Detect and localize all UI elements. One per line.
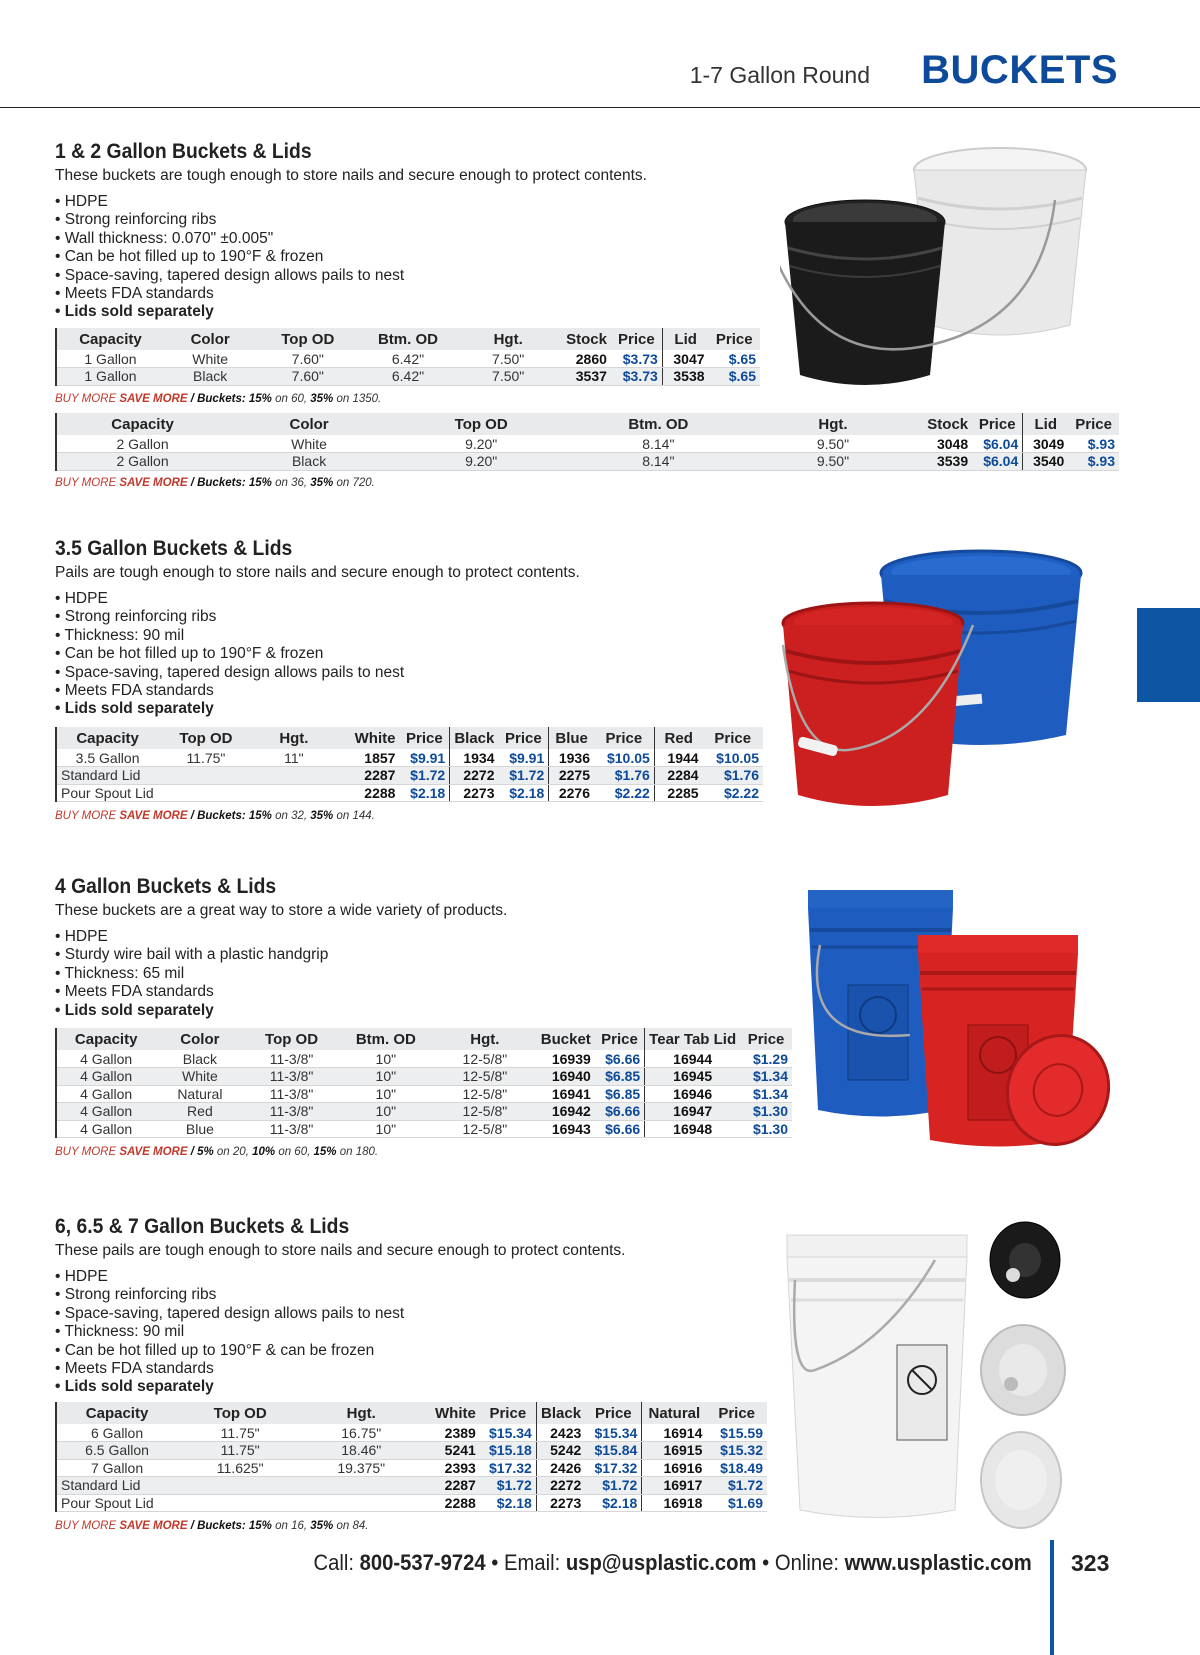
feature-item: • Can be hot filled up to 190°F & frozen [55, 248, 1155, 266]
section-title: 6, 6.5 & 7 Gallon Buckets & Lids [55, 1215, 350, 1238]
price-cell: $1.29 [740, 1050, 792, 1068]
price-cell: $3.73 [611, 350, 662, 368]
table-row [56, 1068, 792, 1086]
col-header: Price [595, 1028, 645, 1050]
cell: Natural [155, 1085, 244, 1103]
sku-cell: 2276 [549, 784, 594, 802]
sku-cell: 16948 [645, 1120, 740, 1138]
cell: 16.75" [303, 1424, 419, 1442]
price-cell: $.93 [1068, 435, 1119, 453]
col-header: Price [480, 1402, 537, 1424]
col-header: Price [611, 328, 662, 350]
sku-cell: 3047 [662, 350, 708, 368]
feature-item: • Lids sold separately [55, 1378, 1155, 1396]
cell: 6.42" [359, 368, 457, 386]
col-header: Capacity [56, 727, 158, 749]
col-header: Top OD [256, 328, 359, 350]
price-cell: $1.34 [740, 1068, 792, 1086]
price-cell: $2.18 [585, 1494, 642, 1512]
cell: 11-3/8" [244, 1103, 338, 1121]
bucket-photo-1-2-gallon [780, 140, 1100, 400]
sku-cell: 2860 [560, 350, 611, 368]
price-cell: $2.18 [399, 784, 449, 802]
cell [254, 784, 334, 802]
col-header: Hgt. [303, 1402, 419, 1424]
cell: 4 Gallon [56, 1103, 155, 1121]
price-cell: $15.59 [706, 1424, 767, 1442]
col-header: Natural [642, 1402, 707, 1424]
sku-cell: 16947 [645, 1103, 740, 1121]
feature-item: • Thickness: 90 mil [55, 627, 1155, 645]
feature-item: • Space-saving, tapered design allows pails to nest [55, 1305, 1155, 1323]
sku-cell: 16918 [642, 1494, 707, 1512]
cell: Black [155, 1050, 244, 1068]
cell: 12-5/8" [433, 1085, 537, 1103]
col-header: Top OD [244, 1028, 338, 1050]
section-description: Pails are tough enough to store nails and secure enough to protect contents. [55, 564, 580, 581]
feature-item: • Meets FDA standards [55, 1360, 1155, 1378]
col-header: Stock [922, 413, 973, 435]
sku-cell: 1936 [549, 749, 594, 767]
cell: 1 Gallon [56, 350, 164, 368]
section-description: These pails are tough enough to store nails and secure enough to protect contents. [55, 1242, 626, 1259]
feature-item: • Thickness: 65 mil [55, 965, 1155, 983]
feature-item: • Wall thickness: 0.070" ±0.005" [55, 230, 1155, 248]
bucket-photo-3-5-gallon [778, 545, 1088, 825]
sku-cell: 3540 [1023, 453, 1069, 471]
sku-cell: 2288 [419, 1494, 480, 1512]
col-header: Hgt. [744, 413, 921, 435]
table-row [56, 1050, 792, 1068]
sku-cell: 2423 [536, 1424, 585, 1442]
cell: 11.625" [177, 1459, 303, 1477]
table-header-row [56, 328, 760, 350]
buy-more-note: BUY MORE SAVE MORE / Buckets: 15% on 32, 35% on 144. [55, 810, 375, 822]
cell: 9.50" [744, 435, 921, 453]
price-cell: $17.32 [480, 1459, 537, 1477]
col-header: Btm. OD [572, 413, 744, 435]
col-header: Hgt. [254, 727, 334, 749]
price-cell: $6.85 [595, 1068, 645, 1086]
price-cell: $6.04 [972, 453, 1023, 471]
col-header: Top OD [158, 727, 254, 749]
price-cell: $6.85 [595, 1085, 645, 1103]
col-header: Capacity [56, 1028, 155, 1050]
table-row [56, 784, 763, 802]
col-header: White [419, 1402, 480, 1424]
sku-cell: 3538 [662, 368, 708, 386]
col-header: Btm. OD [339, 1028, 433, 1050]
header-subtitle: 1-7 Gallon Round [689, 62, 870, 88]
table-header-row [56, 1402, 767, 1424]
email-label: • Email: [485, 1550, 567, 1575]
cell [303, 1477, 419, 1495]
sku-cell: 16916 [642, 1459, 707, 1477]
price-cell: $1.30 [740, 1103, 792, 1121]
page-header [0, 0, 1200, 108]
spec-table-3-5-gallon [55, 727, 763, 802]
feature-item: • Strong reinforcing ribs [55, 211, 1155, 229]
bucket-photo-4-gallon [800, 885, 1120, 1165]
price-cell: $1.76 [703, 767, 763, 785]
section-title: 3.5 Gallon Buckets & Lids [55, 537, 293, 560]
feature-item: • HDPE [55, 193, 1155, 211]
feature-item: • Meets FDA standards [55, 983, 1155, 1001]
feature-item: • Thickness: 90 mil [55, 1323, 1155, 1341]
cell: Black [164, 368, 256, 386]
col-header: Capacity [56, 1402, 177, 1424]
table-header-row [56, 727, 763, 749]
cell: Blue [155, 1120, 244, 1138]
sku-cell: 2287 [419, 1477, 480, 1495]
online-label: • Online: [756, 1550, 845, 1575]
sku-cell: 2393 [419, 1459, 480, 1477]
col-header: Red [654, 727, 702, 749]
price-cell: $1.72 [706, 1477, 767, 1495]
cell: Standard Lid [56, 1477, 177, 1495]
cell: 12-5/8" [433, 1050, 537, 1068]
sku-cell: 16939 [537, 1050, 595, 1068]
price-cell: $18.49 [706, 1459, 767, 1477]
price-cell: $1.76 [594, 767, 654, 785]
cell: 10" [339, 1103, 433, 1121]
cell: 4 Gallon [56, 1050, 155, 1068]
cell: 18.46" [303, 1442, 419, 1460]
sku-cell: 1857 [334, 749, 399, 767]
cell: 8.14" [572, 435, 744, 453]
col-header: Bucket [537, 1028, 595, 1050]
price-cell: $10.05 [594, 749, 654, 767]
sku-cell: 16941 [537, 1085, 595, 1103]
price-cell: $9.91 [399, 749, 449, 767]
page-number: 323 [1071, 1550, 1110, 1576]
col-header: Color [164, 328, 256, 350]
table-row [56, 350, 760, 368]
col-header: Lid [1023, 413, 1069, 435]
table-header-row [56, 413, 1119, 435]
bucket-photo-6-7-gallon [785, 1220, 1085, 1535]
table-row [56, 1120, 792, 1138]
section-description: These buckets are tough enough to store nails and secure enough to protect contents. [55, 167, 647, 184]
buy-more-note: BUY MORE SAVE MORE / 5% on 20, 10% on 60, 15% on 180. [55, 1146, 379, 1158]
cell: 2 Gallon [56, 453, 228, 471]
col-header: Price [499, 727, 549, 749]
table-header-row [56, 1028, 792, 1050]
cell: 6.5 Gallon [56, 1442, 177, 1460]
price-cell: $2.18 [480, 1494, 537, 1512]
table-row [56, 1085, 792, 1103]
phone-number[interactable]: 800-537-9724 [359, 1550, 486, 1575]
col-header: Capacity [56, 413, 228, 435]
cell: White [164, 350, 256, 368]
col-header: Top OD [177, 1402, 303, 1424]
sku-cell: 2272 [536, 1477, 585, 1495]
price-cell: $2.18 [499, 784, 549, 802]
cell: Red [155, 1103, 244, 1121]
price-cell: $2.22 [703, 784, 763, 802]
sku-cell: 1934 [450, 749, 499, 767]
cell: 12-5/8" [433, 1103, 537, 1121]
table-row [56, 368, 760, 386]
header-category: BUCKETS [921, 48, 1118, 92]
sku-cell: 3048 [922, 435, 973, 453]
cell: 9.50" [744, 453, 921, 471]
section-description: These buckets are a great way to store a wide variety of products. [55, 902, 508, 919]
table-row [56, 1103, 792, 1121]
table-row [56, 767, 763, 785]
col-header: Hgt. [457, 328, 560, 350]
website-link[interactable]: www.usplastic.com [844, 1550, 1032, 1575]
cell [158, 784, 254, 802]
price-cell: $15.34 [480, 1424, 537, 1442]
cell: 11-3/8" [244, 1120, 338, 1138]
spec-table-1-gallon [55, 328, 760, 386]
feature-item: • Lids sold separately [55, 1002, 1155, 1020]
price-cell: $6.04 [972, 435, 1023, 453]
feature-item: • Strong reinforcing ribs [55, 608, 1155, 626]
cell: 7.50" [457, 350, 560, 368]
cell: 11" [254, 749, 334, 767]
cell: 2 Gallon [56, 435, 228, 453]
cell: 11.75" [158, 749, 254, 767]
buy-more-note: BUY MORE SAVE MORE / Buckets: 15% on 36, 35% on 720. [55, 477, 375, 489]
col-header: Price [740, 1028, 792, 1050]
col-header: Price [1068, 413, 1119, 435]
call-label: Call: [313, 1550, 360, 1575]
cell: 11-3/8" [244, 1085, 338, 1103]
col-header: Blue [549, 727, 594, 749]
sku-cell: 2273 [450, 784, 499, 802]
sku-cell: 16915 [642, 1442, 707, 1460]
table-row [56, 435, 1119, 453]
sku-cell: 5241 [419, 1442, 480, 1460]
cell: 11.75" [177, 1424, 303, 1442]
price-cell: $1.72 [585, 1477, 642, 1495]
cell: 11-3/8" [244, 1050, 338, 1068]
sku-cell: 3537 [560, 368, 611, 386]
sku-cell: 3049 [1023, 435, 1069, 453]
sku-cell: 2285 [654, 784, 702, 802]
feature-item: • Lids sold separately [55, 700, 1155, 718]
cell [158, 767, 254, 785]
cell: 10" [339, 1120, 433, 1138]
price-cell: $.65 [709, 368, 760, 386]
cell: White [228, 435, 390, 453]
cell [303, 1494, 419, 1512]
cell: 7.60" [256, 350, 359, 368]
price-cell: $15.32 [706, 1442, 767, 1460]
sku-cell: 1944 [654, 749, 702, 767]
cell: 9.20" [390, 453, 572, 471]
sku-cell: 2284 [654, 767, 702, 785]
cell: 7 Gallon [56, 1459, 177, 1477]
col-header: Top OD [390, 413, 572, 435]
price-cell: $6.66 [595, 1103, 645, 1121]
price-cell: $3.73 [611, 368, 662, 386]
cell: 6.42" [359, 350, 457, 368]
table-row [56, 1424, 767, 1442]
table-row [56, 1477, 767, 1495]
cell: 4 Gallon [56, 1068, 155, 1086]
cell: 7.50" [457, 368, 560, 386]
col-header: Hgt. [433, 1028, 537, 1050]
feature-item: • Sturdy wire bail with a plastic handgrip [55, 946, 1155, 964]
col-header: Price [399, 727, 449, 749]
sku-cell: 16940 [537, 1068, 595, 1086]
feature-item: • Space-saving, tapered design allows pails to nest [55, 267, 1155, 285]
feature-item: • Meets FDA standards [55, 682, 1155, 700]
col-header: Btm. OD [359, 328, 457, 350]
sku-cell: 16946 [645, 1085, 740, 1103]
price-cell: $15.84 [585, 1442, 642, 1460]
cell: 4 Gallon [56, 1085, 155, 1103]
email-link[interactable]: usp@usplastic.com [566, 1550, 757, 1575]
price-cell: $17.32 [585, 1459, 642, 1477]
section-title: 1 & 2 Gallon Buckets & Lids [55, 140, 312, 163]
sku-cell: 5242 [536, 1442, 585, 1460]
cell: 12-5/8" [433, 1068, 537, 1086]
price-cell: $.65 [709, 350, 760, 368]
sku-cell: 16917 [642, 1477, 707, 1495]
col-header: Color [228, 413, 390, 435]
cell: 11.75" [177, 1442, 303, 1460]
col-header: Capacity [56, 328, 164, 350]
cell: Standard Lid [56, 767, 158, 785]
cell: 10" [339, 1085, 433, 1103]
buy-more-note: BUY MORE SAVE MORE / Buckets: 15% on 60, 35% on 1350. [55, 393, 382, 405]
spec-table-4-gallon [55, 1028, 792, 1138]
cell: Pour Spout Lid [56, 1494, 177, 1512]
price-cell: $.93 [1068, 453, 1119, 471]
feature-item: • Meets FDA standards [55, 285, 1155, 303]
sku-cell: 16914 [642, 1424, 707, 1442]
cell [254, 767, 334, 785]
cell: 1 Gallon [56, 368, 164, 386]
price-cell: $9.91 [499, 749, 549, 767]
feature-item: • Can be hot filled up to 190°F & frozen [55, 645, 1155, 663]
table-row [56, 749, 763, 767]
contact-line [314, 1550, 1032, 1576]
cell: 8.14" [572, 453, 744, 471]
price-cell: $1.72 [399, 767, 449, 785]
cell: 9.20" [390, 435, 572, 453]
cell: 12-5/8" [433, 1120, 537, 1138]
cell [177, 1477, 303, 1495]
cell: 19.375" [303, 1459, 419, 1477]
col-header: Tear Tab Lid [645, 1028, 740, 1050]
col-header: Price [706, 1402, 767, 1424]
feature-item: • Lids sold separately [55, 303, 1155, 321]
price-cell: $6.66 [595, 1050, 645, 1068]
sku-cell: 2273 [536, 1494, 585, 1512]
cell: White [155, 1068, 244, 1086]
sku-cell: 16945 [645, 1068, 740, 1086]
price-cell: $1.69 [706, 1494, 767, 1512]
cell: Black [228, 453, 390, 471]
price-cell: $1.72 [480, 1477, 537, 1495]
sku-cell: 2275 [549, 767, 594, 785]
cell: 3.5 Gallon [56, 749, 158, 767]
footer-divider [1050, 1540, 1054, 1655]
price-cell: $1.34 [740, 1085, 792, 1103]
feature-item: • Can be hot filled up to 190°F & can be frozen [55, 1342, 1155, 1360]
price-cell: $15.34 [585, 1424, 642, 1442]
spec-table-2-gallon [55, 413, 1119, 471]
cell: 10" [339, 1068, 433, 1086]
section-title: 4 Gallon Buckets & Lids [55, 875, 277, 898]
col-header: Stock [560, 328, 611, 350]
feature-item: • HDPE [55, 590, 1155, 608]
price-cell: $6.66 [595, 1120, 645, 1138]
price-cell: $2.22 [594, 784, 654, 802]
cell: Pour Spout Lid [56, 784, 158, 802]
cell: 6 Gallon [56, 1424, 177, 1442]
table-row [56, 1494, 767, 1512]
col-header: Price [585, 1402, 642, 1424]
price-cell: $15.18 [480, 1442, 537, 1460]
col-header: Price [709, 328, 760, 350]
col-header: Price [972, 413, 1023, 435]
cell [177, 1494, 303, 1512]
sku-cell: 3539 [922, 453, 973, 471]
col-header: Price [703, 727, 763, 749]
sku-cell: 2272 [450, 767, 499, 785]
spec-table-6-7-gallon [55, 1402, 767, 1512]
table-row [56, 1442, 767, 1460]
cell: 4 Gallon [56, 1120, 155, 1138]
feature-item: • Strong reinforcing ribs [55, 1286, 1155, 1304]
col-header: Color [155, 1028, 244, 1050]
sku-cell: 16942 [537, 1103, 595, 1121]
page-footer [0, 1540, 1200, 1655]
col-header: Price [594, 727, 654, 749]
col-header: Black [450, 727, 499, 749]
buy-more-note: BUY MORE SAVE MORE / Buckets: 15% on 16, 35% on 84. [55, 1520, 369, 1532]
table-row [56, 453, 1119, 471]
sku-cell: 2288 [334, 784, 399, 802]
price-cell: $1.30 [740, 1120, 792, 1138]
table-row [56, 1459, 767, 1477]
price-cell: $10.05 [703, 749, 763, 767]
sku-cell: 2389 [419, 1424, 480, 1442]
feature-item: • HDPE [55, 1268, 1155, 1286]
cell: 7.60" [256, 368, 359, 386]
feature-item: • HDPE [55, 928, 1155, 946]
sku-cell: 2426 [536, 1459, 585, 1477]
sku-cell: 16944 [645, 1050, 740, 1068]
sku-cell: 16943 [537, 1120, 595, 1138]
cell: 10" [339, 1050, 433, 1068]
sku-cell: 2287 [334, 767, 399, 785]
cell: 11-3/8" [244, 1068, 338, 1086]
price-cell: $1.72 [499, 767, 549, 785]
col-header: Lid [662, 328, 708, 350]
col-header: White [334, 727, 399, 749]
col-header: Black [536, 1402, 585, 1424]
feature-item: • Space-saving, tapered design allows pails to nest [55, 664, 1155, 682]
